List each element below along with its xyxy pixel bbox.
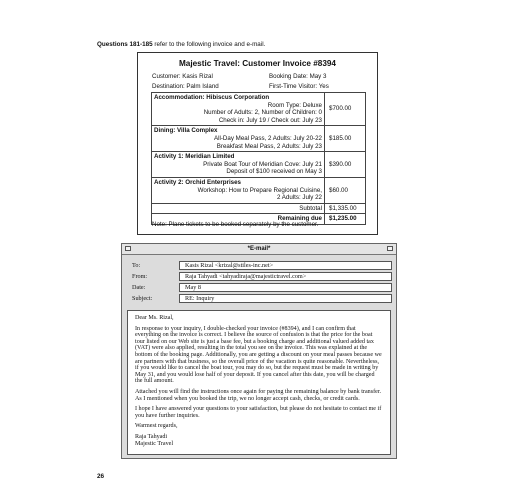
item-description (152, 177, 325, 203)
to-label: To: (132, 262, 141, 269)
subject-label: Subject: (132, 295, 153, 302)
invoice-title: Majestic Travel: Customer Invoice #8394 (178, 59, 336, 68)
subtotal-amount: $1,335.00 (325, 203, 366, 214)
item-amount: $390.00 (325, 152, 366, 178)
from-field[interactable]: Raja Tahyadi <tahyadiraja@majestictravel.com> (179, 272, 392, 281)
table-row (152, 93, 366, 126)
item-amount: $185.00 (325, 126, 366, 152)
invoice-customer: Customer: Kasis Rizal (152, 73, 213, 80)
questions-range: Questions 181-185 (97, 41, 153, 48)
invoice-destination: Destination: Palm Island (152, 83, 219, 90)
email-closing: Warmest regards, (135, 423, 178, 430)
email-window-title: *E-mail* (247, 246, 271, 252)
remaining-label: Remaining due (152, 214, 325, 225)
invoice-first-time: First-Time Visitor: Yes (269, 83, 329, 90)
email-paragraph: I hope I have answered your questions to your satisfaction, but please do not hesitate to contact me if you have further inquiries. (135, 406, 382, 419)
from-label: From: (132, 273, 148, 280)
page-number: 26 (97, 473, 105, 480)
item-line: Deposit of $100 received on May 3 (226, 168, 322, 176)
item-title: Accommodation: Hibiscus Corporation (154, 94, 270, 101)
table-row (152, 152, 366, 178)
window-close-icon[interactable] (125, 246, 131, 251)
item-line: Breakfast Meal Pass, 2 Adults: July 23 (216, 142, 322, 150)
item-description (152, 152, 325, 178)
item-line: 2 Adults: July 22 (276, 194, 322, 202)
item-title: Activity 1: Meridian Limited (154, 153, 235, 161)
invoice-table (151, 92, 366, 225)
item-line: Room Type: Deluxe (267, 101, 322, 109)
email-greeting: Dear Ms. Rizal, (135, 315, 174, 321)
window-maximize-icon[interactable] (387, 246, 393, 251)
item-line: All-Day Meal Pass, 2 Adults: July 20-22 (214, 134, 322, 142)
subtotal-row (152, 203, 366, 214)
signature-company: Majestic Travel (135, 440, 174, 447)
invoice-booking-date: Booking Date: May 3 (269, 73, 327, 80)
date-label: Date: (132, 284, 146, 291)
item-line: Private Boat Tour of Meridian Cove: July 21 (203, 160, 322, 168)
to-field[interactable]: Kasis Rizal <krizal@stiles-inc.net> (179, 261, 392, 270)
signature-name: Raja Tahyadi (135, 433, 168, 440)
item-description (152, 93, 325, 126)
subject-field[interactable]: RE: Inquiry (179, 294, 392, 303)
item-line: Check in: July 19 / Check out: July 23 (218, 116, 322, 124)
invoice (137, 52, 378, 235)
email-body[interactable] (127, 310, 391, 455)
email-paragraph: In response to your inquiry, I double-checked your invoice (#8394), and I can confirm that everything on the invoice is correct. I believe the source of confusion is that the price for the boat tour listed on our Web site is just a base fee, but a booking charge and additional valued added tax (VAT) were also applied, resulting in the total you see on the invoice. This was explained at the bottom of the booking page. Additionally, you are getting a discount on your meal passes because we are partners with that business, so the overall price of the vacation is quite reasonable. Nevertheless, if you would like to cancel the boat tour, you may do so, but the request must be made in writing by May 31, and you would lose half of your deposit. If you cancel after this date, you will be charged the full amount. (135, 325, 382, 385)
subtotal-label: Subtotal (152, 203, 325, 214)
invoice-note: Note: Plane tickets to be booked separately by the customer. (152, 221, 319, 228)
item-amount: $700.00 (325, 93, 366, 126)
item-title: Dining: Villa Complex (154, 127, 218, 135)
item-line: Workshop: How to Prepare Regional Cuisine, (197, 186, 322, 194)
table-row (152, 177, 366, 203)
item-title: Activity 2: Orchid Enterprises (154, 178, 241, 186)
intro-text: refer to the following invoice and e-mail. (154, 41, 266, 48)
item-description (152, 126, 325, 152)
questions-intro (97, 41, 265, 48)
remaining-amount: $1,235.00 (325, 214, 366, 225)
item-line: Number of Adults: 2, Number of Children: 0 (203, 109, 322, 117)
email-titlebar (122, 244, 396, 255)
email-window (121, 243, 397, 459)
item-amount: $60.00 (325, 177, 366, 203)
table-row (152, 126, 366, 152)
date-field[interactable]: May 8 (179, 283, 392, 292)
email-paragraph: Attached you will find the instructions once again for paying the remaining balance by bank transfer. As I mentioned when you booked the trip, we no longer accept cash, checks, or credit cards. (135, 388, 382, 402)
